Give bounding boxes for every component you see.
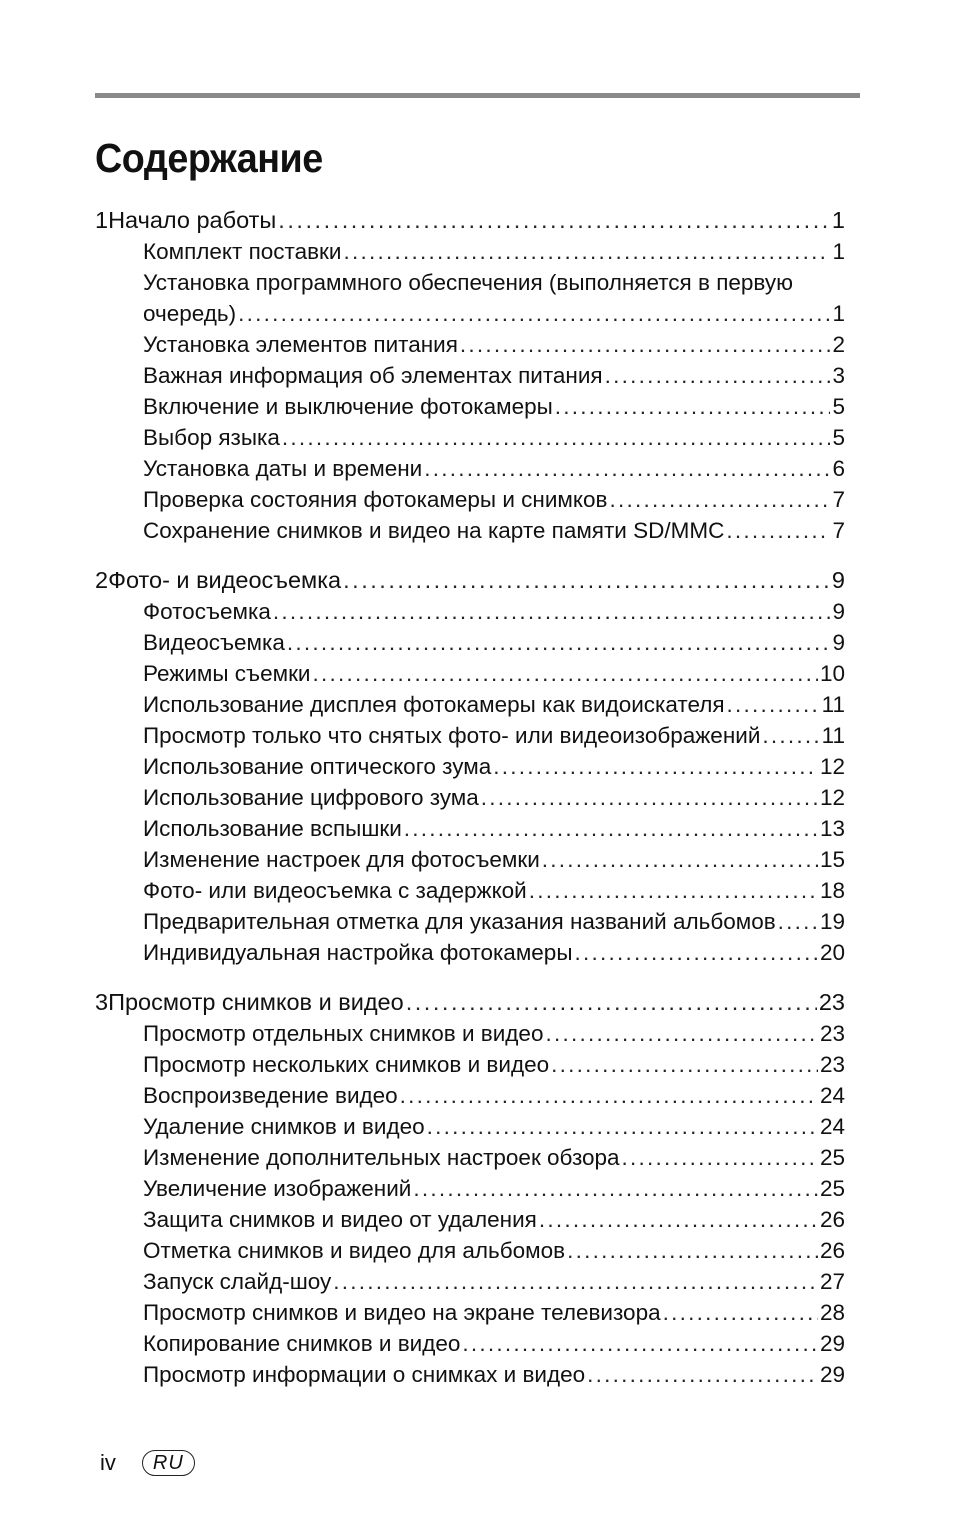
toc-entry[interactable] — [95, 906, 845, 937]
page-footer — [100, 1450, 195, 1476]
toc-entry-title: Изменение настроек для фотосъемки — [143, 847, 540, 872]
toc-entry[interactable] — [95, 1142, 845, 1173]
toc-entry-title: Использование вспышки — [143, 816, 402, 841]
toc-entry-title: Важная информация об элементах питания — [143, 363, 603, 388]
toc-entry-page-number: 7 — [832, 518, 845, 543]
toc-entry[interactable] — [95, 484, 845, 515]
dot-leader — [427, 1111, 818, 1142]
dot-leader — [333, 1266, 818, 1297]
toc-entry-page-number: 18 — [819, 878, 845, 903]
dot-leader — [542, 844, 818, 875]
toc-entry-title: Изменение дополнительных настроек обзора — [143, 1145, 620, 1170]
toc-chapter — [95, 987, 845, 1390]
toc-chapter — [95, 565, 845, 968]
toc-entry[interactable] — [95, 360, 845, 391]
dot-leader — [545, 1018, 818, 1049]
dot-leader — [663, 1297, 818, 1328]
toc-entry-title: очередь) — [143, 301, 237, 326]
language-badge: RU — [142, 1450, 195, 1476]
dot-leader — [273, 596, 831, 627]
toc-entry-title: Просмотр отдельных снимков и видео — [143, 1021, 544, 1046]
toc-entry-page-number: 11 — [821, 692, 845, 717]
toc-entry-title: Использование дисплея фотокамеры как видоискателя — [143, 692, 725, 717]
toc-entry-title: Установка даты и времени — [143, 456, 423, 481]
toc-entry-title: Фотосъемка — [143, 599, 271, 624]
toc-entry[interactable] — [95, 391, 845, 422]
dot-leader — [778, 906, 818, 937]
toc-entry[interactable] — [95, 1049, 845, 1080]
toc-entry[interactable] — [95, 1328, 845, 1359]
toc-entry-page-number: 6 — [832, 456, 845, 481]
toc-entry-page-number: 7 — [832, 487, 845, 512]
toc-entry-title: Отметка снимков и видео для альбомов — [143, 1238, 566, 1263]
chapter-title: Начало работы — [108, 207, 277, 233]
toc-entry[interactable] — [95, 1359, 845, 1390]
toc-entry-page-number: 26 — [819, 1238, 845, 1263]
toc-entry-title: Видеосъемка — [143, 630, 285, 655]
toc-chapter — [95, 205, 845, 546]
toc-entry-title: Индивидуальная настройка фотокамеры — [143, 940, 573, 965]
toc-entry[interactable] — [95, 1235, 845, 1266]
chapter-number: 2 — [95, 567, 109, 593]
toc-entry[interactable] — [95, 596, 845, 627]
dot-leader — [587, 1359, 818, 1390]
toc-entry[interactable] — [95, 453, 845, 484]
toc-entry[interactable] — [95, 813, 845, 844]
dot-leader — [567, 1235, 818, 1266]
toc-entry-page-number: 28 — [819, 1300, 845, 1325]
chapter-number: 1 — [95, 207, 109, 233]
toc-entry-page-number: 5 — [832, 394, 845, 419]
toc-entry-title: Просмотр нескольких снимков и видео — [143, 1052, 550, 1077]
toc-entry[interactable] — [95, 1080, 845, 1111]
toc-entry-page-number: 1 — [832, 301, 845, 326]
toc-chapter-entry[interactable] — [95, 205, 845, 236]
dot-leader — [424, 453, 830, 484]
toc-entry-page-number: 19 — [819, 909, 845, 934]
toc-entry-title-line1[interactable]: Установка программного обеспечения (выполняется в первую — [143, 270, 793, 295]
toc-entry[interactable] — [95, 937, 845, 968]
chapter-title: Просмотр снимков и видео — [108, 989, 404, 1015]
toc-entry[interactable] — [95, 1111, 845, 1142]
dot-leader — [481, 782, 818, 813]
toc-entry-title: Защита снимков и видео от удаления — [143, 1207, 537, 1232]
toc-entry-page-number: 15 — [819, 847, 845, 872]
toc-entry[interactable] — [95, 1204, 845, 1235]
dot-leader — [555, 391, 831, 422]
toc-entry[interactable] — [95, 627, 845, 658]
toc-entry[interactable] — [95, 515, 845, 546]
dot-leader — [575, 937, 818, 968]
toc-entry[interactable] — [95, 720, 845, 751]
toc-entry-page-number: 11 — [821, 723, 845, 748]
chapter-page-number: 23 — [818, 989, 845, 1015]
toc-entry-title: Установка элементов питания — [143, 332, 458, 357]
toc-entry-page-number: 9 — [832, 599, 845, 624]
chapter-number: 3 — [95, 989, 109, 1015]
dot-leader — [762, 720, 819, 751]
toc-chapter-entry[interactable] — [95, 987, 845, 1018]
dot-leader — [539, 1204, 818, 1235]
toc-entry-title: Удаление снимков и видео — [143, 1114, 425, 1139]
dot-leader — [493, 751, 818, 782]
toc-entry-page-number: 25 — [819, 1145, 845, 1170]
toc-entry-title: Просмотр снимков и видео на экране телевизора — [143, 1300, 661, 1325]
dot-leader — [609, 484, 830, 515]
toc-entry-title: Воспроизведение видео — [143, 1083, 398, 1108]
toc-entry-page-number: 25 — [819, 1176, 845, 1201]
dot-leader — [238, 298, 830, 329]
dot-leader — [529, 875, 818, 906]
dot-leader — [726, 515, 830, 546]
toc-entry-page-number: 26 — [819, 1207, 845, 1232]
toc-entry-page-number: 1 — [832, 239, 845, 264]
toc-entry-title: Сохранение снимков и видео на карте памяти SD/MMC — [143, 518, 725, 543]
toc-entry-page-number: 13 — [819, 816, 845, 841]
toc-entry-page-number: 2 — [832, 332, 845, 357]
toc-entry-title: Комплект поставки — [143, 239, 342, 264]
toc-entry-title: Увеличение изображений — [143, 1176, 412, 1201]
toc-entry-title: Фото- или видеосъемка с задержкой — [143, 878, 527, 903]
toc-entry-title: Запуск слайд-шоу — [143, 1269, 332, 1294]
toc-entry[interactable] — [95, 236, 845, 267]
toc-entry-page-number: 23 — [819, 1052, 845, 1077]
toc-entry[interactable] — [95, 875, 845, 906]
header-rule — [95, 93, 860, 98]
toc-entry[interactable] — [95, 422, 845, 453]
toc-entry[interactable] — [95, 298, 845, 329]
dot-leader — [622, 1142, 818, 1173]
toc-entry[interactable] — [95, 1173, 845, 1204]
toc-entry-page-number: 29 — [819, 1331, 845, 1356]
toc-entry-title: Режимы съемки — [143, 661, 311, 686]
toc-entry-title: Проверка состояния фотокамеры и снимков — [143, 487, 608, 512]
chapter-page-number: 9 — [831, 567, 845, 593]
dot-leader — [313, 658, 818, 689]
toc-entry-title: Копирование снимков и видео — [143, 1331, 461, 1356]
toc-entry[interactable] — [95, 689, 845, 720]
dot-leader — [343, 565, 830, 596]
toc-entry-page-number: 10 — [819, 661, 845, 686]
table-of-contents — [95, 205, 845, 1409]
dot-leader — [406, 987, 817, 1018]
toc-entry-page-number: 23 — [819, 1021, 845, 1046]
toc-entry[interactable] — [95, 329, 845, 360]
dot-leader — [462, 1328, 818, 1359]
toc-entry-title: Предварительная отметка для указания названий альбомов — [143, 909, 776, 934]
dot-leader — [404, 813, 818, 844]
dot-leader — [605, 360, 831, 391]
toc-entry-title: Выбор языка — [143, 425, 280, 450]
toc-entry-page-number: 27 — [819, 1269, 845, 1294]
toc-entry-title: Просмотр только что снятых фото- или видеоизображений — [143, 723, 761, 748]
toc-entry[interactable] — [95, 782, 845, 813]
toc-entry-page-number: 20 — [819, 940, 845, 965]
toc-entry[interactable] — [95, 1297, 845, 1328]
toc-entry-title: Включение и выключение фотокамеры — [143, 394, 553, 419]
toc-entry-page-number: 29 — [819, 1362, 845, 1387]
dot-leader — [413, 1173, 818, 1204]
toc-entry[interactable] — [95, 751, 845, 782]
chapter-page-number: 1 — [831, 207, 845, 233]
chapter-title: Фото- и видеосъемка — [108, 567, 342, 593]
toc-entry-page-number: 3 — [832, 363, 845, 388]
toc-entry[interactable] — [95, 844, 845, 875]
toc-entry-page-number: 12 — [819, 754, 845, 779]
toc-chapter-entry[interactable] — [95, 565, 845, 596]
toc-entry-page-number: 12 — [819, 785, 845, 810]
dot-leader — [460, 329, 831, 360]
dot-leader — [551, 1049, 818, 1080]
toc-entry-title: Использование оптического зума — [143, 754, 492, 779]
page-title: Содержание — [95, 135, 323, 181]
toc-entry[interactable] — [95, 1266, 845, 1297]
dot-leader — [727, 689, 820, 720]
toc-entry-page-number: 24 — [819, 1083, 845, 1108]
toc-entry-title: Просмотр информации о снимках и видео — [143, 1362, 586, 1387]
dot-leader — [287, 627, 831, 658]
toc-entry-page-number: 9 — [832, 630, 845, 655]
dot-leader — [282, 422, 831, 453]
toc-entry-title: Использование цифрового зума — [143, 785, 479, 810]
toc-entry-page-number: 5 — [832, 425, 845, 450]
dot-leader — [278, 205, 830, 236]
toc-entry[interactable] — [95, 1018, 845, 1049]
page-number: iv — [100, 1450, 116, 1475]
toc-entry[interactable] — [95, 658, 845, 689]
dot-leader — [343, 236, 830, 267]
dot-leader — [400, 1080, 818, 1111]
toc-entry-page-number: 24 — [819, 1114, 845, 1139]
